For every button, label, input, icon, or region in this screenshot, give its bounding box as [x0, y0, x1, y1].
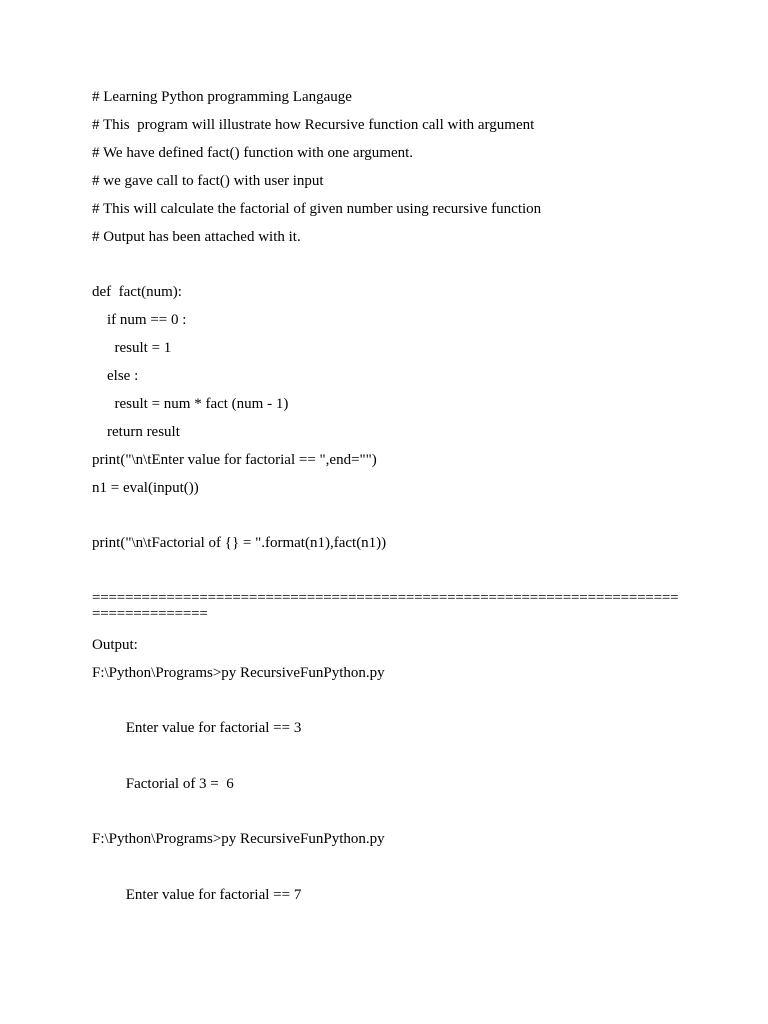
code-if-line: if num == 0 : [92, 312, 187, 328]
comment-line-1: # Learning Python programming Langauge [92, 89, 352, 105]
comment-line-6: # Output has been attached with it. [92, 229, 301, 245]
code-def-line: def fact(num): [92, 284, 182, 300]
output-prompt-line-2: Enter value for factorial == 7 [92, 887, 302, 903]
code-n1-line: n1 = eval(input()) [92, 480, 199, 496]
output-command-line-1: F:\Python\Programs>py RecursiveFunPython.py [92, 665, 385, 681]
output-prompt-line-1: Enter value for factorial == 3 [92, 720, 302, 736]
code-return-line: return result [92, 424, 180, 440]
code-print-result-line: print("\n\tFactorial of {} = ".format(n1),fact(n1)) [92, 535, 387, 551]
output-label: Output: [92, 637, 138, 653]
comment-line-2: # This program will illustrate how Recursive function call with argument [92, 117, 535, 133]
comment-line-4: # we gave call to fact() with user input [92, 173, 324, 189]
code-else-line: else : [92, 368, 139, 384]
code-result-recursive-line: result = num * fact (num - 1) [92, 396, 289, 412]
comment-line-5: # This will calculate the factorial of given number using recursive function [92, 201, 542, 217]
output-command-line-2: F:\Python\Programs>py RecursiveFunPython.py [92, 831, 385, 847]
separator-rule: ===================================================================================== [92, 590, 679, 622]
comment-line-3: # We have defined fact() function with one argument. [92, 145, 414, 161]
output-result-line-1: Factorial of 3 = 6 [92, 776, 234, 792]
code-print-prompt-line: print("\n\tEnter value for factorial == ",end="") [92, 452, 377, 468]
code-result-one-line: result = 1 [92, 340, 172, 356]
